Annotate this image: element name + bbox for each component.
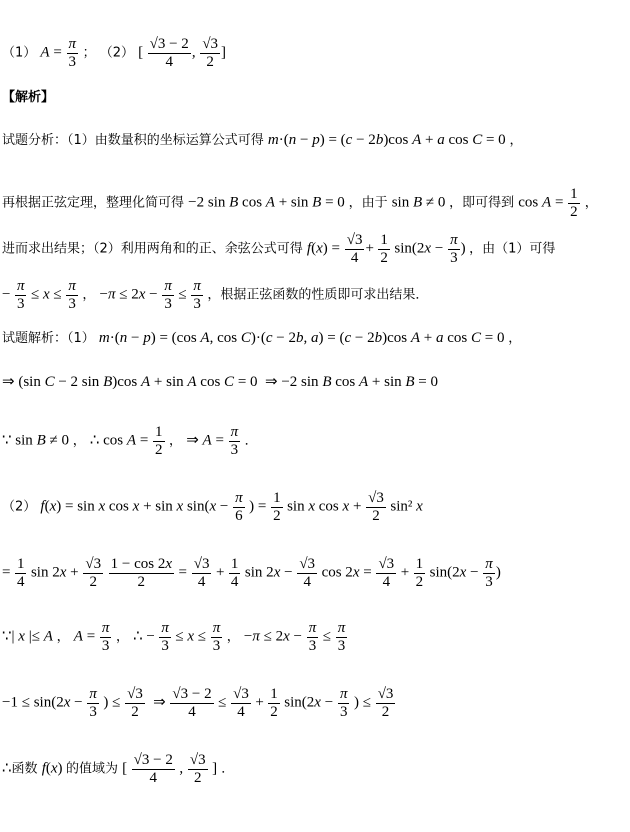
solution-line-7: −1 ≤ sin(2x − $\frac{\pi}{3}$ ) ≤ $\frac{√3}{2}$ ⇒ $\frac{√3 - 2}{4}$ ≤ $\frac{√3}{4}$ + $\frac{1}{2}$ sin(2x − $\frac{\pi}{3}$ ) ≤ $\frac{√3}{2}$ — [2, 686, 394, 720]
section-heading: 【解析】 — [2, 90, 55, 105]
solution-line-5: = $\frac{1}{4}$ sin 2x + $\frac{√3}{2}$ $\frac{1 - \cos 2x}{2}$ = $\frac{√3}{4}$ + $\frac{1}{4}$ sin 2x − $\frac{√3}{4}$ cos 2x = $\frac{√3}{4}$ + $\frac{1}{2}$ sin(2x − $\frac{\pi}{3}$ ) — [2, 556, 501, 590]
solution-line-6: ∵| x |≤ A ， A = $\frac{\pi}{3}$ ， ∴ − $\frac{\pi}{3}$ ≤ x ≤ $\frac{\pi}{3}$ ， −π ≤ 2x − $\frac{\pi}{3}$ ≤ $\frac{\pi}{3}$ — [2, 620, 346, 654]
solution-line-4: （2） f(x) = sin x cos x + sin x sin(x − $\frac{\pi}{6}$ ) = $\frac{1}{2}$ sin x cos x + $\frac{√3}{2}$ sin² x — [2, 490, 423, 524]
solution-line-1: 试题解析：（1） m·(n − p) = (cos A, cos C)·(c − 2b, a) = (c − 2b)cos A + a cos C = 0 ， — [2, 330, 522, 346]
solution-line-3: ∵ sin B ≠ 0 ， ∴ cos A = $\frac{1}{2}$ ， ⇒ A = $\frac{\pi}{3}$ ． — [2, 424, 258, 458]
analysis-line-2: 再根据正弦定理，整理化简可得 −2 sin B cos A + sin B = 0 ，由于 sin B ≠ 0 ，即可得到 cos A = $\frac{1}{2}$ ， — [2, 186, 598, 220]
solution-line-2: ⇒ (sin C − 2 sin B)cos A + sin A cos C = 0 ⇒ −2 sin B cos A + sin B = 0 — [2, 374, 439, 390]
answer-line: （1） A = $\frac{\pi}{3}$ ； （2） [ $\frac{√3 - 2}{4}$ , $\frac{√3}{2}$ ] — [2, 36, 227, 70]
analysis-line-1: 试题分析：（1）由数量积的坐标运算公式可得 m·(n − p) = (c − 2b)cos A + a cos C = 0 ， — [2, 132, 523, 148]
analysis-line-3: 进而求出结果；（2）利用两角和的正、余弦公式可得 f(x) = $\frac{√3}{4}$ + $\frac{1}{2}$ sin(2x − $\frac{\pi}{3}$ ) ，由（1）可得 — [2, 232, 556, 266]
solution-line-8: ∴函数 f(x) 的值域为 [ $\frac{√3 - 2}{4}$ , $\frac{√3}{2}$ ] ． — [2, 752, 235, 786]
analysis-line-4: − $\frac{\pi}{3}$ ≤ x ≤ $\frac{\pi}{3}$ ， −π ≤ 2x − $\frac{\pi}{3}$ ≤ $\frac{\pi}{3}$ ，根据正弦函数的性质即可求出结果． — [2, 278, 429, 312]
